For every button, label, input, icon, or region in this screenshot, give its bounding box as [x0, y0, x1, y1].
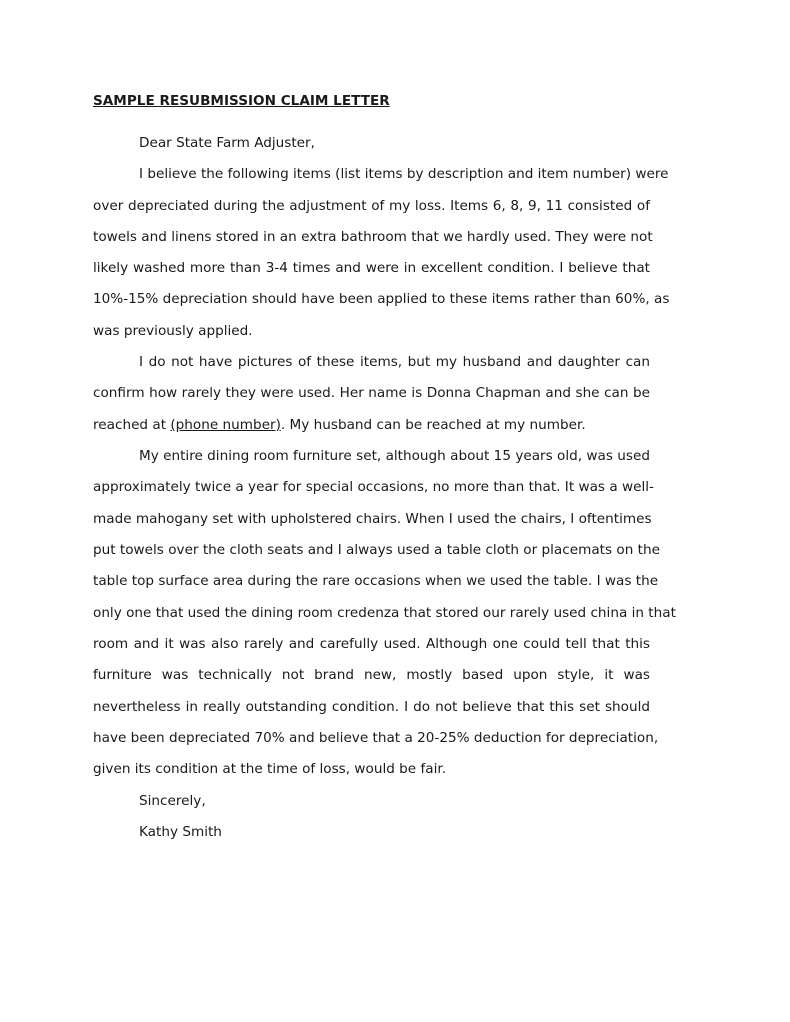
paragraph3-line: only one that used the dining room credenza that stored our rarely used china in that — [93, 605, 676, 621]
paragraph3-line: furniture was technically not brand new, mostly based upon style, it was — [93, 667, 650, 683]
paragraph3-line: My entire dining room furniture set, although about 15 years old, was used — [139, 448, 650, 464]
paragraph1-line: likely washed more than 3-4 times and were in excellent condition. I believe that — [93, 260, 650, 276]
signature: Kathy Smith — [139, 824, 222, 840]
salutation: Dear State Farm Adjuster, — [139, 135, 315, 151]
paragraph1-line: 10%-15% depreciation should have been applied to these items rather than 60%, as — [93, 291, 670, 307]
paragraph3-line: given its condition at the time of loss, would be fair. — [93, 761, 447, 777]
paragraph2-line — [93, 416, 586, 434]
paragraph3-line: put towels over the cloth seats and I always used a table cloth or placemats on the — [93, 542, 660, 558]
paragraph1-line: was previously applied. — [93, 323, 253, 339]
paragraph2-text: reached at — [93, 417, 171, 433]
paragraph2-line: I do not have pictures of these items, but my husband and daughter can — [139, 354, 650, 370]
paragraph3-line: made mahogany set with upholstered chairs. When I used the chairs, I oftentimes — [93, 511, 652, 527]
letter-title: SAMPLE RESUBMISSION CLAIM LETTER — [93, 93, 390, 109]
paragraph2-line: confirm how rarely they were used. Her name is Donna Chapman and she can be — [93, 385, 650, 401]
paragraph3-line: have been depreciated 70% and believe that a 20-25% deduction for depreciation, — [93, 730, 659, 746]
paragraph1-line: over depreciated during the adjustment of my loss. Items 6, 8, 9, 11 consisted of — [93, 198, 650, 214]
paragraph1-line: towels and linens stored in an extra bathroom that we hardly used. They were not — [93, 229, 653, 245]
paragraph3-line: table top surface area during the rare occasions when we used the table. I was the — [93, 573, 659, 589]
phone-number-placeholder: (phone number) — [170, 417, 281, 433]
paragraph3-line: nevertheless in really outstanding condition. I do not believe that this set should — [93, 699, 650, 715]
paragraph1-line: I believe the following items (list items by description and item number) were — [139, 166, 669, 182]
paragraph2-text: . My husband can be reached at my number. — [280, 417, 586, 433]
closing: Sincerely, — [139, 793, 206, 809]
paragraph3-line: approximately twice a year for special occasions, no more than that. It was a well- — [93, 479, 654, 495]
paragraph3-line: room and it was also rarely and carefully used. Although one could tell that this — [93, 636, 650, 652]
